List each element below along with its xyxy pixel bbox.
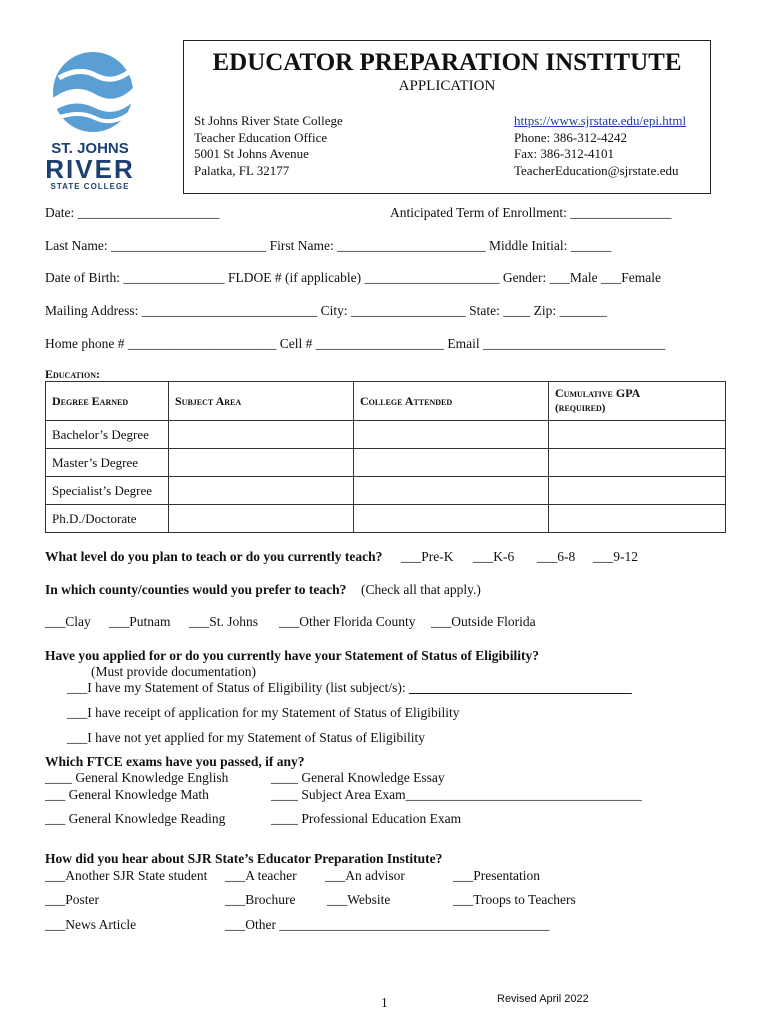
hear-news-article[interactable]: ___News Article (45, 917, 137, 932)
name-fields[interactable]: Last Name: _______________________ First Name: ______________________ Middle Initial: ______ (45, 238, 612, 253)
page-subtitle: APPLICATION (398, 78, 496, 94)
ftce-gk-math[interactable]: ___ General Knowledge Math (45, 787, 209, 802)
ftce-subject-area-label: ____ Subject Area Exam (271, 787, 406, 802)
address-line: 5001 St Johns Avenue (194, 146, 309, 161)
subject-cell[interactable] (169, 477, 354, 505)
eligibility-option-have-label: ___I have my Statement of Status of Eligibility (list subject/s): (67, 680, 409, 695)
degree-name: Specialist’s Degree (46, 477, 169, 505)
degree-name: Ph.D./Doctorate (46, 505, 169, 533)
hear-presentation[interactable]: ___Presentation (453, 868, 540, 883)
logo-line3: STATE COLLEGE (50, 182, 130, 191)
mailing-fields[interactable]: Mailing Address: __________________________ City: _________________ State: ____ Zip: _______ (45, 303, 607, 318)
email-line: TeacherEducation@sjrstate.edu (514, 162, 679, 178)
date-field[interactable]: Date: _____________________ (45, 205, 220, 220)
college-logo (45, 48, 141, 191)
education-header-row (46, 382, 726, 421)
logo-wave-icon (45, 48, 141, 134)
college-cell[interactable] (354, 421, 549, 449)
county-other-florida[interactable]: ___Other Florida County (279, 614, 416, 629)
eligibility-note: (Must provide documentation) (91, 664, 256, 679)
phone-line: Phone: 386-312-4242 (514, 129, 628, 145)
address-block (194, 113, 343, 179)
subject-cell[interactable] (169, 505, 354, 533)
ftce-question: Which FTCE exams have you passed, if any? (45, 754, 305, 769)
gpa-cell[interactable] (549, 505, 726, 533)
hear-teacher[interactable]: ___A teacher (225, 868, 297, 883)
option-prek[interactable]: ___Pre-K (401, 549, 454, 564)
teach-level-question: What level do you plan to teach or do you currently teach? (45, 549, 383, 564)
dob-fields[interactable]: Date of Birth: _______________ FLDOE # (if applicable) ____________________ Gender: ___Male ___Female (45, 270, 662, 285)
degree-name: Bachelor’s Degree (46, 421, 169, 449)
education-label: Education: (45, 367, 100, 381)
college-cell[interactable] (354, 505, 549, 533)
county-clay[interactable]: ___Clay (45, 614, 91, 629)
header-box (183, 40, 711, 194)
county-note: (Check all that apply.) (361, 582, 481, 597)
ftce-professional-ed[interactable]: ____ Professional Education Exam (271, 811, 462, 826)
education-table (45, 381, 726, 533)
county-putnam[interactable]: ___Putnam (109, 614, 171, 629)
eligibility-option-have[interactable] (67, 680, 632, 696)
col-gpa (549, 382, 726, 421)
county-stjohns[interactable]: ___St. Johns (189, 614, 259, 629)
option-9-12[interactable]: ___9-12 (593, 549, 638, 564)
degree-name: Master’s Degree (46, 449, 169, 477)
col-gpa-label: Cumulative GPA (555, 386, 641, 400)
address-line: St Johns River State College (194, 113, 343, 128)
page-title: EDUCATOR PREPARATION INSTITUTE (212, 49, 682, 76)
county-question: In which county/counties would you prefer to teach? (45, 582, 347, 597)
ftce-subject-line[interactable]: ___________________________________ (405, 787, 642, 802)
website-link[interactable]: https://www.sjrstate.edu/epi.html (514, 113, 687, 128)
eligibility-question: Have you applied for or do you currently have your Statement of Status of Eligibility? (45, 648, 540, 663)
college-cell[interactable] (354, 477, 549, 505)
contact-block (514, 113, 686, 179)
county-outside-florida[interactable]: ___Outside Florida (431, 614, 536, 629)
term-field[interactable]: Anticipated Term of Enrollment: _______________ (390, 205, 672, 220)
col-degree: Degree Earned (46, 382, 169, 421)
eligibility-subject-line[interactable]: _________________________________ (408, 680, 632, 695)
hear-question: How did you hear about SJR State’s Educator Preparation Institute? (45, 851, 443, 866)
logo-line2: RIVER (45, 154, 135, 184)
eligibility-option-receipt[interactable]: ___I have receipt of application for my Statement of Status of Eligibility (67, 705, 460, 720)
col-gpa-note: (required) (555, 402, 606, 414)
gpa-cell[interactable] (549, 449, 726, 477)
hear-other[interactable]: ___Other ________________________________________ (225, 917, 550, 932)
ftce-gk-essay[interactable]: ____ General Knowledge Essay (271, 770, 445, 785)
option-k6[interactable]: ___K-6 (473, 549, 515, 564)
hear-advisor[interactable]: ___An advisor (325, 868, 405, 883)
address-line: Teacher Education Office (194, 129, 328, 145)
hear-website[interactable]: ___Website (327, 892, 391, 907)
ftce-subject-area[interactable] (271, 787, 642, 803)
logo-line1: ST. JOHNS (51, 140, 129, 157)
hear-poster[interactable]: ___Poster (45, 892, 99, 907)
table-row (46, 449, 726, 477)
table-row (46, 421, 726, 449)
option-6-8[interactable]: ___6-8 (537, 549, 576, 564)
table-row (46, 505, 726, 533)
hear-brochure[interactable]: ___Brochure (225, 892, 296, 907)
eligibility-option-not-applied[interactable]: ___I have not yet applied for my Statement of Status of Eligibility (67, 730, 426, 745)
college-cell[interactable] (354, 449, 549, 477)
fax-line: Fax: 386-312-4101 (514, 146, 615, 161)
subject-cell[interactable] (169, 449, 354, 477)
subject-cell[interactable] (169, 421, 354, 449)
col-college: College Attended (354, 382, 549, 421)
gpa-cell[interactable] (549, 421, 726, 449)
col-subject: Subject Area (169, 382, 354, 421)
gpa-cell[interactable] (549, 477, 726, 505)
phone-fields[interactable]: Home phone # ______________________ Cell # ___________________ Email ___________________________ (45, 336, 666, 351)
hear-sjr-student[interactable]: ___Another SJR State student (45, 868, 208, 883)
ftce-gk-reading[interactable]: ___ General Knowledge Reading (45, 811, 226, 826)
page-number: 1 (381, 995, 388, 1010)
hear-troops[interactable]: ___Troops to Teachers (453, 892, 576, 907)
revised-date: Revised April 2022 (497, 993, 589, 1005)
table-row (46, 477, 726, 505)
address-line: Palatka, FL 32177 (194, 162, 290, 178)
ftce-gk-english[interactable]: ____ General Knowledge English (45, 770, 229, 785)
